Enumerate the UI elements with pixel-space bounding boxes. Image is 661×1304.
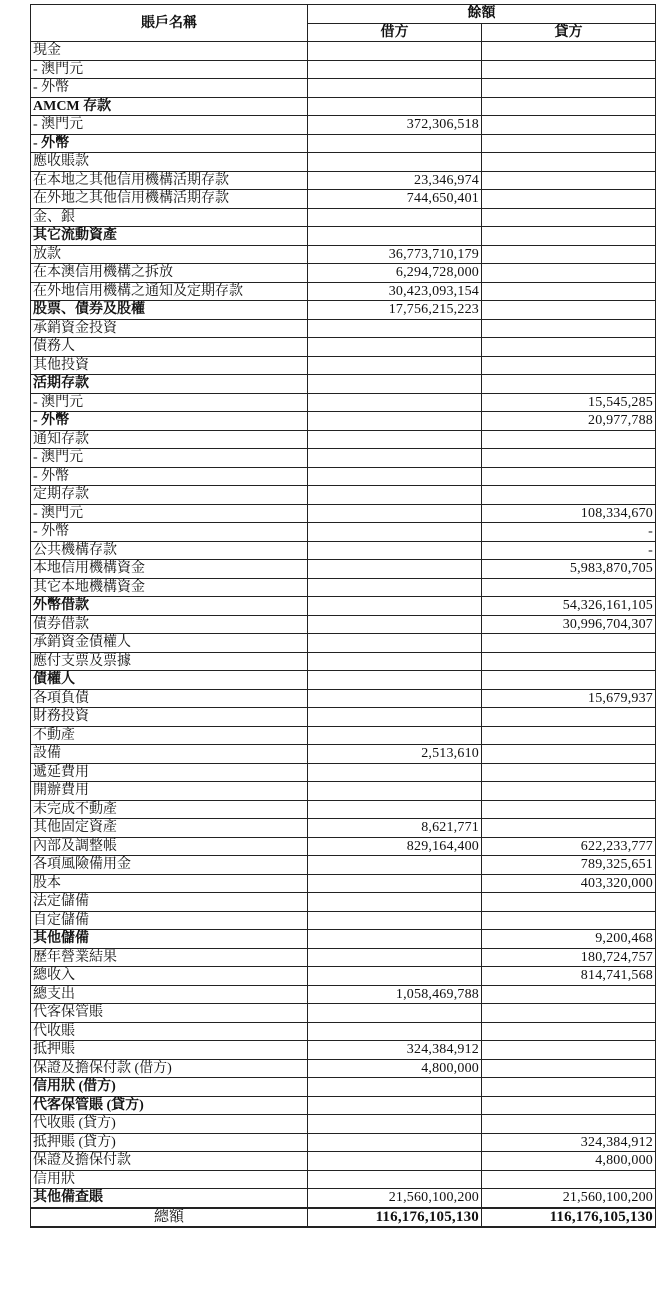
credit-cell: 814,741,568 xyxy=(482,967,656,986)
credit-cell: 180,724,757 xyxy=(482,948,656,967)
account-name-cell: - 澳門元 xyxy=(31,504,308,523)
debit-cell xyxy=(308,652,482,671)
credit-cell xyxy=(482,190,656,209)
credit-cell xyxy=(482,1096,656,1115)
table-row xyxy=(31,486,656,505)
credit-cell xyxy=(482,819,656,838)
debit-cell xyxy=(308,671,482,690)
debit-cell: 8,621,771 xyxy=(308,819,482,838)
account-name-cell: 保證及擔保付款 (借方) xyxy=(31,1059,308,1078)
debit-cell xyxy=(308,930,482,949)
account-name-cell: 各項風險備用金 xyxy=(31,856,308,875)
account-name-cell: 其他固定資產 xyxy=(31,819,308,838)
credit-cell xyxy=(482,356,656,375)
debit-cell xyxy=(308,504,482,523)
account-name-cell: 放款 xyxy=(31,245,308,264)
table-row xyxy=(31,1022,656,1041)
credit-cell xyxy=(482,634,656,653)
table-row xyxy=(31,985,656,1004)
table-row xyxy=(31,782,656,801)
credit-cell xyxy=(482,1059,656,1078)
table-row xyxy=(31,763,656,782)
table-row xyxy=(31,375,656,394)
account-name-cell: 開辦費用 xyxy=(31,782,308,801)
table-row xyxy=(31,42,656,61)
account-name-cell: 承銷資金投資 xyxy=(31,319,308,338)
account-name-cell: 信用狀 (借方) xyxy=(31,1078,308,1097)
account-name-cell: 不動產 xyxy=(31,726,308,745)
header-account-name: 賬戶名稱 xyxy=(31,5,308,42)
table-row xyxy=(31,356,656,375)
debit-cell xyxy=(308,523,482,542)
credit-cell xyxy=(482,726,656,745)
debit-cell: 21,560,100,200 xyxy=(308,1189,482,1208)
debit-cell xyxy=(308,1152,482,1171)
debit-cell: 2,513,610 xyxy=(308,745,482,764)
credit-cell xyxy=(482,763,656,782)
account-name-cell: 其他備查賬 xyxy=(31,1189,308,1208)
table-row xyxy=(31,708,656,727)
debit-cell xyxy=(308,449,482,468)
table-row xyxy=(31,911,656,930)
credit-cell: - xyxy=(482,523,656,542)
table-row xyxy=(31,449,656,468)
credit-cell: - xyxy=(482,541,656,560)
credit-cell xyxy=(482,1004,656,1023)
credit-cell xyxy=(482,745,656,764)
debit-cell xyxy=(308,1078,482,1097)
header-credit: 貸方 xyxy=(482,23,656,42)
account-name-cell: 外幣借款 xyxy=(31,597,308,616)
account-name-cell: - 外幣 xyxy=(31,134,308,153)
table-row xyxy=(31,874,656,893)
table-row xyxy=(31,560,656,579)
account-name-cell: - 外幣 xyxy=(31,467,308,486)
account-name-cell: 遞延費用 xyxy=(31,763,308,782)
account-name-cell: 其他投資 xyxy=(31,356,308,375)
account-name-cell: 代客保管賬 (貸方) xyxy=(31,1096,308,1115)
debit-cell xyxy=(308,874,482,893)
credit-cell xyxy=(482,245,656,264)
table-row xyxy=(31,1041,656,1060)
table-row xyxy=(31,597,656,616)
credit-cell: 20,977,788 xyxy=(482,412,656,431)
table-row xyxy=(31,79,656,98)
debit-cell xyxy=(308,541,482,560)
account-name-cell: 公共機構存款 xyxy=(31,541,308,560)
table-row xyxy=(31,282,656,301)
account-name-cell: 抵押賬 xyxy=(31,1041,308,1060)
table-row xyxy=(31,634,656,653)
credit-cell xyxy=(482,282,656,301)
table-row xyxy=(31,245,656,264)
credit-cell xyxy=(482,208,656,227)
account-name-cell: 歷年營業結果 xyxy=(31,948,308,967)
debit-cell xyxy=(308,893,482,912)
table-row xyxy=(31,60,656,79)
table-row xyxy=(31,134,656,153)
table-row xyxy=(31,819,656,838)
credit-cell xyxy=(482,467,656,486)
total-credit: 116,176,105,130 xyxy=(482,1208,656,1228)
account-name-cell: 財務投資 xyxy=(31,708,308,727)
credit-cell xyxy=(482,301,656,320)
debit-cell xyxy=(308,1096,482,1115)
account-name-cell: 其它本地機構資金 xyxy=(31,578,308,597)
table-row xyxy=(31,319,656,338)
debit-cell xyxy=(308,1115,482,1134)
table-row xyxy=(31,467,656,486)
debit-cell: 4,800,000 xyxy=(308,1059,482,1078)
table-row xyxy=(31,97,656,116)
debit-cell: 744,650,401 xyxy=(308,190,482,209)
table-row xyxy=(31,541,656,560)
table-row xyxy=(31,689,656,708)
credit-cell: 4,800,000 xyxy=(482,1152,656,1171)
credit-cell xyxy=(482,1078,656,1097)
debit-cell xyxy=(308,800,482,819)
credit-cell: 21,560,100,200 xyxy=(482,1189,656,1208)
debit-cell xyxy=(308,79,482,98)
credit-cell xyxy=(482,652,656,671)
debit-cell xyxy=(308,430,482,449)
credit-cell: 30,996,704,307 xyxy=(482,615,656,634)
debit-cell: 372,306,518 xyxy=(308,116,482,135)
credit-cell xyxy=(482,153,656,172)
table-row xyxy=(31,116,656,135)
account-name-cell: 法定儲備 xyxy=(31,893,308,912)
table-row xyxy=(31,726,656,745)
credit-cell xyxy=(482,1115,656,1134)
account-name-cell: 代收賬 (貸方) xyxy=(31,1115,308,1134)
account-name-cell: 活期存款 xyxy=(31,375,308,394)
account-name-cell: 本地信用機構資金 xyxy=(31,560,308,579)
account-name-cell: 自定儲備 xyxy=(31,911,308,930)
account-name-cell: - 外幣 xyxy=(31,412,308,431)
debit-cell xyxy=(308,467,482,486)
credit-cell xyxy=(482,1170,656,1189)
account-name-cell: 股本 xyxy=(31,874,308,893)
table-row xyxy=(31,1078,656,1097)
debit-cell xyxy=(308,597,482,616)
credit-cell: 789,325,651 xyxy=(482,856,656,875)
credit-cell: 108,334,670 xyxy=(482,504,656,523)
credit-cell xyxy=(482,782,656,801)
table-row xyxy=(31,393,656,412)
table-row xyxy=(31,1004,656,1023)
table-row xyxy=(31,1189,656,1208)
debit-cell xyxy=(308,615,482,634)
credit-cell xyxy=(482,171,656,190)
credit-cell xyxy=(482,671,656,690)
table-row xyxy=(31,227,656,246)
table-row xyxy=(31,745,656,764)
table-row xyxy=(31,523,656,542)
account-name-cell: 內部及調整帳 xyxy=(31,837,308,856)
account-name-cell: 應付支票及票據 xyxy=(31,652,308,671)
account-name-cell: 在本地之其他信用機構活期存款 xyxy=(31,171,308,190)
credit-cell: 324,384,912 xyxy=(482,1133,656,1152)
debit-cell xyxy=(308,560,482,579)
table-row xyxy=(31,1059,656,1078)
trial-balance-table xyxy=(30,4,656,1228)
debit-cell xyxy=(308,412,482,431)
credit-cell xyxy=(482,893,656,912)
credit-cell xyxy=(482,227,656,246)
credit-cell xyxy=(482,985,656,1004)
debit-cell xyxy=(308,486,482,505)
debit-cell xyxy=(308,578,482,597)
account-name-cell: 債券借款 xyxy=(31,615,308,634)
debit-cell xyxy=(308,634,482,653)
debit-cell xyxy=(308,782,482,801)
account-name-cell: 抵押賬 (貸方) xyxy=(31,1133,308,1152)
table-row xyxy=(31,578,656,597)
debit-cell: 829,164,400 xyxy=(308,837,482,856)
account-name-cell: 總收入 xyxy=(31,967,308,986)
debit-cell xyxy=(308,911,482,930)
account-name-cell: 應收賬款 xyxy=(31,153,308,172)
total-row xyxy=(31,1208,656,1228)
account-name-cell: 代收賬 xyxy=(31,1022,308,1041)
credit-cell xyxy=(482,338,656,357)
debit-cell: 30,423,093,154 xyxy=(308,282,482,301)
account-name-cell: 通知存款 xyxy=(31,430,308,449)
table-row xyxy=(31,893,656,912)
header-balance: 餘額 xyxy=(308,5,656,24)
account-name-cell: - 澳門元 xyxy=(31,393,308,412)
debit-cell: 23,346,974 xyxy=(308,171,482,190)
table-row xyxy=(31,837,656,856)
debit-cell xyxy=(308,42,482,61)
account-name-cell: 其他儲備 xyxy=(31,930,308,949)
credit-cell xyxy=(482,42,656,61)
account-name-cell: 承銷資金債權人 xyxy=(31,634,308,653)
account-name-cell: AMCM 存款 xyxy=(31,97,308,116)
debit-cell xyxy=(308,856,482,875)
debit-cell xyxy=(308,97,482,116)
credit-cell xyxy=(482,97,656,116)
debit-cell xyxy=(308,338,482,357)
account-name-cell: 信用狀 xyxy=(31,1170,308,1189)
debit-cell xyxy=(308,763,482,782)
credit-cell: 9,200,468 xyxy=(482,930,656,949)
debit-cell xyxy=(308,726,482,745)
debit-cell xyxy=(308,319,482,338)
table-header xyxy=(31,5,656,42)
account-name-cell: 其它流動資產 xyxy=(31,227,308,246)
account-name-cell: - 澳門元 xyxy=(31,60,308,79)
debit-cell xyxy=(308,393,482,412)
debit-cell: 6,294,728,000 xyxy=(308,264,482,283)
credit-cell: 403,320,000 xyxy=(482,874,656,893)
debit-cell: 17,756,215,223 xyxy=(308,301,482,320)
credit-cell xyxy=(482,375,656,394)
credit-cell xyxy=(482,1022,656,1041)
total-label: 總額 xyxy=(31,1208,308,1228)
account-name-cell: 債權人 xyxy=(31,671,308,690)
debit-cell xyxy=(308,208,482,227)
account-name-cell: 金、銀 xyxy=(31,208,308,227)
credit-cell: 15,545,285 xyxy=(482,393,656,412)
debit-cell xyxy=(308,134,482,153)
table-row xyxy=(31,504,656,523)
debit-cell xyxy=(308,708,482,727)
account-name-cell: - 外幣 xyxy=(31,523,308,542)
header-debit: 借方 xyxy=(308,23,482,42)
account-name-cell: 未完成不動產 xyxy=(31,800,308,819)
debit-cell: 324,384,912 xyxy=(308,1041,482,1060)
table-row xyxy=(31,301,656,320)
account-name-cell: 在外地信用機構之通知及定期存款 xyxy=(31,282,308,301)
account-name-cell: 在外地之其他信用機構活期存款 xyxy=(31,190,308,209)
table-row xyxy=(31,338,656,357)
debit-cell xyxy=(308,227,482,246)
credit-cell xyxy=(482,708,656,727)
credit-cell: 5,983,870,705 xyxy=(482,560,656,579)
account-name-cell: 債務人 xyxy=(31,338,308,357)
debit-cell xyxy=(308,356,482,375)
account-name-cell: 代客保管賬 xyxy=(31,1004,308,1023)
account-name-cell: 保證及擔保付款 xyxy=(31,1152,308,1171)
debit-cell xyxy=(308,948,482,967)
account-name-cell: 股票、債券及股權 xyxy=(31,301,308,320)
credit-cell xyxy=(482,911,656,930)
debit-cell xyxy=(308,60,482,79)
credit-cell: 622,233,777 xyxy=(482,837,656,856)
table-row xyxy=(31,652,656,671)
table-body xyxy=(31,42,656,1208)
table-row xyxy=(31,153,656,172)
table-row xyxy=(31,430,656,449)
debit-cell xyxy=(308,1022,482,1041)
credit-cell xyxy=(482,79,656,98)
table-row xyxy=(31,1133,656,1152)
table-row xyxy=(31,948,656,967)
table-row xyxy=(31,208,656,227)
debit-cell xyxy=(308,375,482,394)
credit-cell: 54,326,161,105 xyxy=(482,597,656,616)
credit-cell xyxy=(482,486,656,505)
debit-cell xyxy=(308,1133,482,1152)
account-name-cell: - 澳門元 xyxy=(31,449,308,468)
table-row xyxy=(31,264,656,283)
debit-cell: 1,058,469,788 xyxy=(308,985,482,1004)
credit-cell xyxy=(482,60,656,79)
table-row xyxy=(31,930,656,949)
table-row xyxy=(31,856,656,875)
credit-cell xyxy=(482,264,656,283)
table-row xyxy=(31,171,656,190)
table-row xyxy=(31,800,656,819)
table-row xyxy=(31,1170,656,1189)
table-row xyxy=(31,671,656,690)
table-row xyxy=(31,1152,656,1171)
account-name-cell: 現金 xyxy=(31,42,308,61)
credit-cell xyxy=(482,319,656,338)
debit-cell xyxy=(308,1004,482,1023)
debit-cell xyxy=(308,1170,482,1189)
account-name-cell: 在本澳信用機構之拆放 xyxy=(31,264,308,283)
account-name-cell: 各項負債 xyxy=(31,689,308,708)
table-row xyxy=(31,967,656,986)
credit-cell xyxy=(482,1041,656,1060)
debit-cell xyxy=(308,153,482,172)
account-name-cell: 設備 xyxy=(31,745,308,764)
credit-cell xyxy=(482,116,656,135)
table-row xyxy=(31,1096,656,1115)
table-row xyxy=(31,1115,656,1134)
table-row xyxy=(31,412,656,431)
account-name-cell: - 澳門元 xyxy=(31,116,308,135)
table-row xyxy=(31,615,656,634)
credit-cell xyxy=(482,134,656,153)
credit-cell xyxy=(482,578,656,597)
debit-cell xyxy=(308,967,482,986)
debit-cell: 36,773,710,179 xyxy=(308,245,482,264)
table-row xyxy=(31,190,656,209)
account-name-cell: - 外幣 xyxy=(31,79,308,98)
debit-cell xyxy=(308,689,482,708)
credit-cell: 15,679,937 xyxy=(482,689,656,708)
total-debit: 116,176,105,130 xyxy=(308,1208,482,1228)
credit-cell xyxy=(482,800,656,819)
account-name-cell: 定期存款 xyxy=(31,486,308,505)
account-name-cell: 總支出 xyxy=(31,985,308,1004)
credit-cell xyxy=(482,430,656,449)
credit-cell xyxy=(482,449,656,468)
